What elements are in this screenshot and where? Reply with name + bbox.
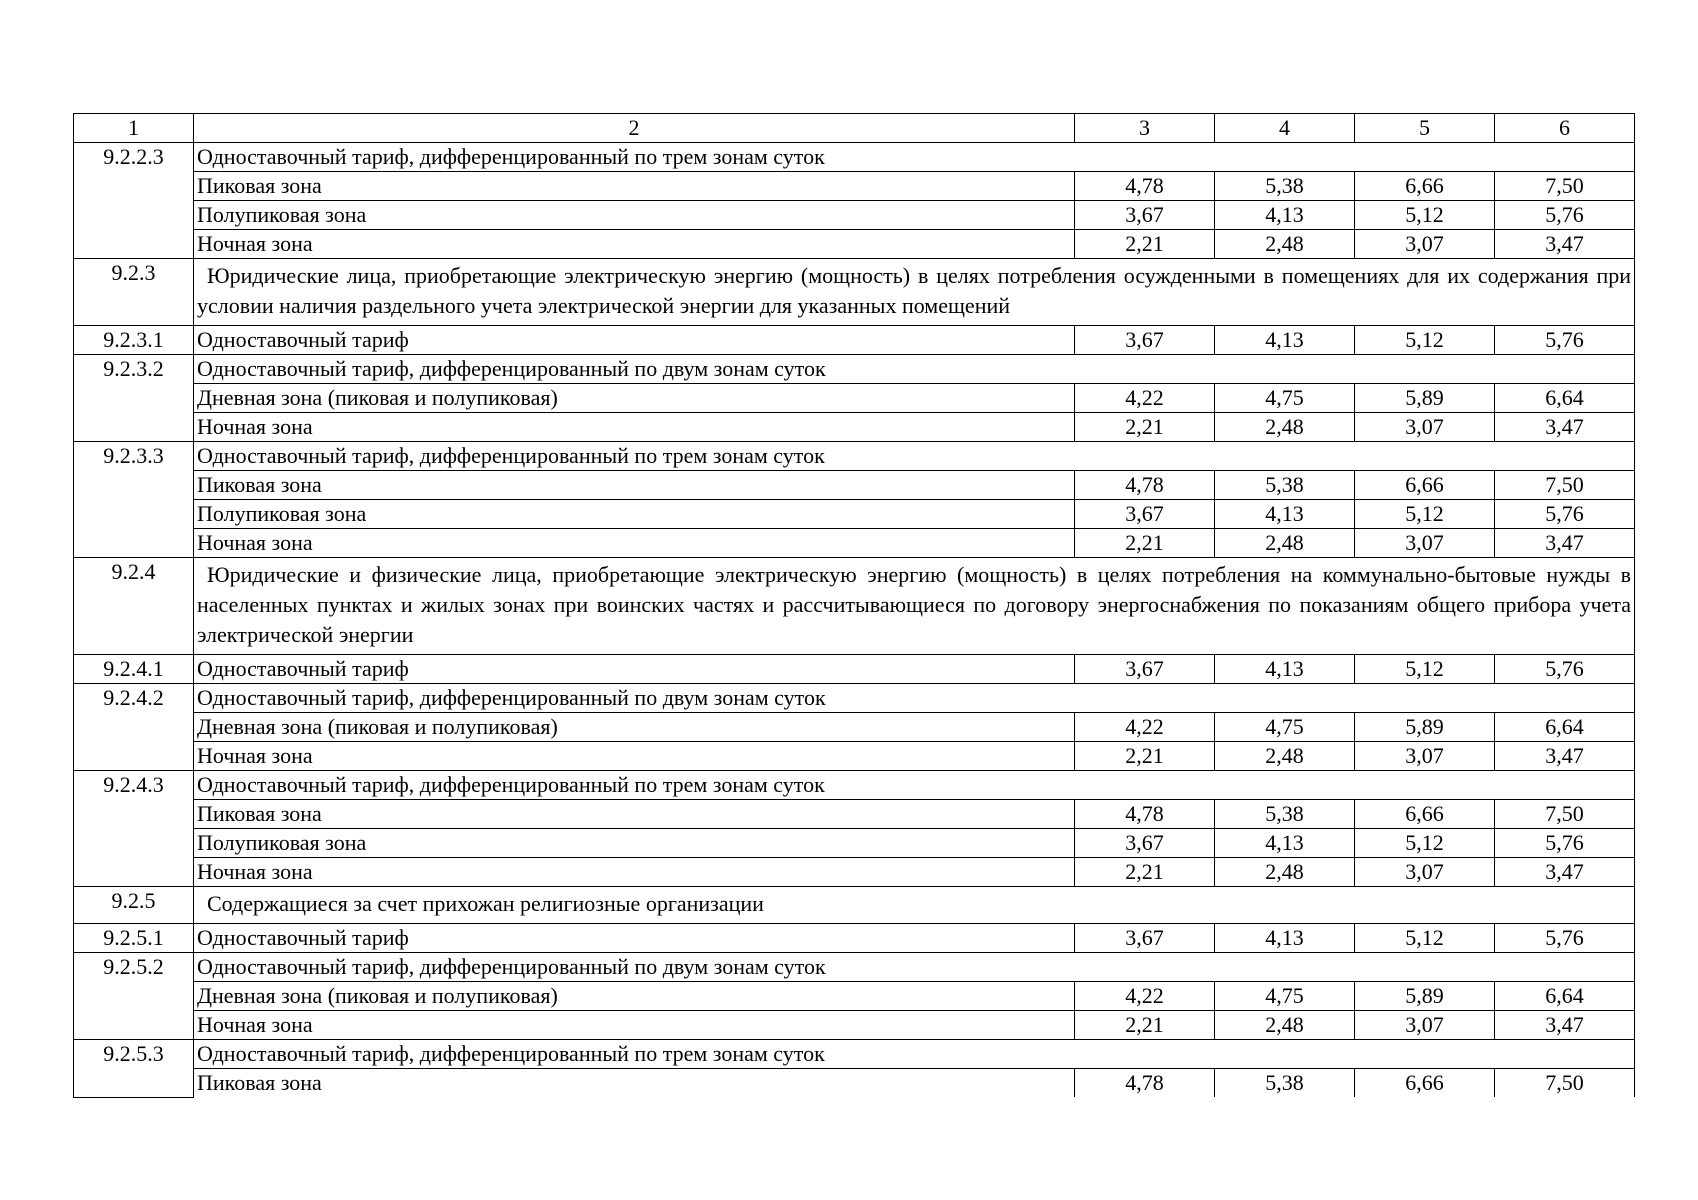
tariff-value: 3,47: [1495, 742, 1635, 771]
tariff-value: 3,07: [1355, 742, 1495, 771]
tariff-value: 7,50: [1495, 471, 1635, 500]
section-title: [194, 887, 1635, 924]
zone-label: Полупиковая зона: [194, 201, 1075, 230]
column-header: 6: [1495, 114, 1635, 143]
zone-label: Ночная зона: [194, 413, 1075, 442]
tariff-table: [73, 113, 1635, 1098]
tariff-value: 6,66: [1355, 471, 1495, 500]
tariff-value: 3,47: [1495, 529, 1635, 558]
tariff-value: 5,89: [1355, 384, 1495, 413]
tariff-value: 2,48: [1215, 230, 1355, 259]
section-title-text: Содержащиеся за счет прихожан религиозные организации: [207, 891, 764, 916]
zone-row: [74, 713, 1635, 742]
tariff-value: 3,47: [1495, 1011, 1635, 1040]
column-header: 4: [1215, 114, 1355, 143]
section-row: [74, 887, 1635, 924]
row-code: 9.2.5: [74, 887, 194, 924]
row-code: 9.2.5.2: [74, 953, 194, 1040]
column-header: 5: [1355, 114, 1495, 143]
tariff-value: 3,47: [1495, 230, 1635, 259]
zone-label: Пиковая зона: [194, 800, 1075, 829]
tariff-value: 5,12: [1355, 201, 1495, 230]
tariff-value: 3,07: [1355, 529, 1495, 558]
zone-row: [74, 829, 1635, 858]
row-code: 9.2.5.1: [74, 924, 194, 953]
subgroup-title: Одноставочный тариф, дифференцированный по трем зонам суток: [194, 771, 1635, 800]
tariff-value: 3,07: [1355, 413, 1495, 442]
tariff-value: 4,75: [1215, 384, 1355, 413]
row-code: 9.2.4: [74, 558, 194, 655]
tariff-value: 4,22: [1075, 982, 1215, 1011]
zone-label: Пиковая зона: [194, 1069, 1075, 1098]
subgroup-title-row: [74, 1040, 1635, 1069]
tariff-value: 5,38: [1215, 172, 1355, 201]
zone-label: Дневная зона (пиковая и полупиковая): [194, 384, 1075, 413]
section-title: [194, 259, 1635, 326]
zone-label: Пиковая зона: [194, 471, 1075, 500]
tariff-value: 3,07: [1355, 858, 1495, 887]
tariff-value: 2,48: [1215, 1011, 1355, 1040]
tariff-label: Одноставочный тариф: [194, 326, 1075, 355]
zone-row: [74, 500, 1635, 529]
tariff-value: 6,64: [1495, 713, 1635, 742]
tariff-value: 5,76: [1495, 326, 1635, 355]
subgroup-title: Одноставочный тариф, дифференцированный по трем зонам суток: [194, 442, 1635, 471]
tariff-value: 3,47: [1495, 858, 1635, 887]
tariff-value: 5,12: [1355, 655, 1495, 684]
tariff-value: 5,89: [1355, 713, 1495, 742]
tariff-value: 3,07: [1355, 1011, 1495, 1040]
tariff-value: 5,76: [1495, 655, 1635, 684]
zone-row: [74, 172, 1635, 201]
tariff-value: 4,78: [1075, 800, 1215, 829]
zone-label: Пиковая зона: [194, 172, 1075, 201]
section-row: [74, 558, 1635, 655]
row-code: 9.2.2.3: [74, 143, 194, 259]
tariff-value: 4,22: [1075, 713, 1215, 742]
subgroup-title-row: [74, 953, 1635, 982]
tariff-value: 3,67: [1075, 924, 1215, 953]
tariff-value: 2,21: [1075, 1011, 1215, 1040]
tariff-value: 5,12: [1355, 829, 1495, 858]
zone-label: Ночная зона: [194, 742, 1075, 771]
subgroup-title-row: [74, 442, 1635, 471]
subgroup-title: Одноставочный тариф, дифференцированный по трем зонам суток: [194, 143, 1635, 172]
zone-label: Ночная зона: [194, 230, 1075, 259]
section-title: [194, 558, 1635, 655]
tariff-value: 4,78: [1075, 1069, 1215, 1098]
tariff-value: 5,12: [1355, 500, 1495, 529]
tariff-value: 4,13: [1215, 326, 1355, 355]
tariff-table-body: [74, 114, 1635, 1098]
zone-row: [74, 1011, 1635, 1040]
tariff-label: Одноставочный тариф: [194, 924, 1075, 953]
tariff-value: 4,13: [1215, 500, 1355, 529]
tariff-value: 5,89: [1355, 982, 1495, 1011]
zone-row: [74, 800, 1635, 829]
tariff-value: 3,07: [1355, 230, 1495, 259]
zone-label: Ночная зона: [194, 529, 1075, 558]
tariff-value: 4,78: [1075, 172, 1215, 201]
tariff-row: [74, 924, 1635, 953]
tariff-value: 2,48: [1215, 858, 1355, 887]
section-row: [74, 259, 1635, 326]
zone-row: [74, 742, 1635, 771]
tariff-value: 3,67: [1075, 326, 1215, 355]
zone-row: [74, 982, 1635, 1011]
subgroup-title: Одноставочный тариф, дифференцированный по трем зонам суток: [194, 1040, 1635, 1069]
tariff-row: [74, 326, 1635, 355]
section-title-text: Юридические лица, приобретающие электрическую энергию (мощность) в целях потребления осужденными в помещениях для их содержания при условии наличия раздельного учета электрической энергии для указанных помещений: [197, 263, 1631, 318]
tariff-value: 4,78: [1075, 471, 1215, 500]
tariff-value: 4,75: [1215, 713, 1355, 742]
zone-row: [74, 1069, 1635, 1098]
column-header: 2: [194, 114, 1075, 143]
tariff-value: 7,50: [1495, 1069, 1635, 1098]
zone-row: [74, 230, 1635, 259]
tariff-value: 7,50: [1495, 800, 1635, 829]
zone-label: Дневная зона (пиковая и полупиковая): [194, 713, 1075, 742]
tariff-value: 4,13: [1215, 201, 1355, 230]
tariff-label: Одноставочный тариф: [194, 655, 1075, 684]
tariff-value: 5,38: [1215, 471, 1355, 500]
tariff-value: 6,66: [1355, 800, 1495, 829]
zone-row: [74, 384, 1635, 413]
subgroup-title: Одноставочный тариф, дифференцированный по двум зонам суток: [194, 355, 1635, 384]
row-code: 9.2.4.1: [74, 655, 194, 684]
tariff-row: [74, 655, 1635, 684]
tariff-value: 6,64: [1495, 982, 1635, 1011]
zone-row: [74, 471, 1635, 500]
tariff-value: 3,67: [1075, 201, 1215, 230]
row-code: 9.2.3: [74, 259, 194, 326]
tariff-value: 2,21: [1075, 742, 1215, 771]
subgroup-title-row: [74, 771, 1635, 800]
tariff-value: 4,13: [1215, 655, 1355, 684]
subgroup-title: Одноставочный тариф, дифференцированный по двум зонам суток: [194, 953, 1635, 982]
row-code: 9.2.3.1: [74, 326, 194, 355]
tariff-value: 6,64: [1495, 384, 1635, 413]
row-code: 9.2.5.3: [74, 1040, 194, 1098]
zone-label: Полупиковая зона: [194, 500, 1075, 529]
tariff-value: 5,76: [1495, 500, 1635, 529]
row-code: 9.2.3.3: [74, 442, 194, 558]
zone-row: [74, 529, 1635, 558]
tariff-value: 5,38: [1215, 1069, 1355, 1098]
zone-label: Ночная зона: [194, 1011, 1075, 1040]
tariff-value: 4,13: [1215, 924, 1355, 953]
tariff-value: 2,21: [1075, 413, 1215, 442]
column-header: 1: [74, 114, 194, 143]
column-number-header-row: [74, 114, 1635, 143]
zone-label: Ночная зона: [194, 858, 1075, 887]
tariff-value: 3,67: [1075, 500, 1215, 529]
tariff-value: 6,66: [1355, 172, 1495, 201]
section-title-text: Юридические и физические лица, приобретающие электрическую энергию (мощность) в целях потребления на коммунально-бытовые нужды в населенных пунктах и жилых зонах при воинских частях и рассчитывающиеся по договору энергоснабжения по показаниям общего прибора учета электрической энергии: [197, 562, 1631, 647]
tariff-value: 2,21: [1075, 529, 1215, 558]
tariff-value: 2,21: [1075, 858, 1215, 887]
tariff-value: 2,48: [1215, 529, 1355, 558]
tariff-value: 4,13: [1215, 829, 1355, 858]
row-code: 9.2.4.3: [74, 771, 194, 887]
zone-label: Дневная зона (пиковая и полупиковая): [194, 982, 1075, 1011]
subgroup-title-row: [74, 143, 1635, 172]
zone-row: [74, 858, 1635, 887]
zone-row: [74, 413, 1635, 442]
zone-label: Полупиковая зона: [194, 829, 1075, 858]
tariff-value: 5,76: [1495, 924, 1635, 953]
subgroup-title-row: [74, 355, 1635, 384]
tariff-value: 3,67: [1075, 829, 1215, 858]
subgroup-title-row: [74, 684, 1635, 713]
tariff-value: 3,47: [1495, 413, 1635, 442]
tariff-value: 2,48: [1215, 742, 1355, 771]
tariff-value: 4,22: [1075, 384, 1215, 413]
row-code: 9.2.3.2: [74, 355, 194, 442]
tariff-value: 4,75: [1215, 982, 1355, 1011]
tariff-value: 7,50: [1495, 172, 1635, 201]
tariff-value: 5,12: [1355, 924, 1495, 953]
row-code: 9.2.4.2: [74, 684, 194, 771]
tariff-value: 6,66: [1355, 1069, 1495, 1098]
tariff-value: 5,76: [1495, 829, 1635, 858]
tariff-value: 5,12: [1355, 326, 1495, 355]
subgroup-title: Одноставочный тариф, дифференцированный по двум зонам суток: [194, 684, 1635, 713]
tariff-value: 5,38: [1215, 800, 1355, 829]
tariff-value: 5,76: [1495, 201, 1635, 230]
tariff-value: 2,48: [1215, 413, 1355, 442]
tariff-value: 2,21: [1075, 230, 1215, 259]
zone-row: [74, 201, 1635, 230]
tariff-value: 3,67: [1075, 655, 1215, 684]
column-header: 3: [1075, 114, 1215, 143]
